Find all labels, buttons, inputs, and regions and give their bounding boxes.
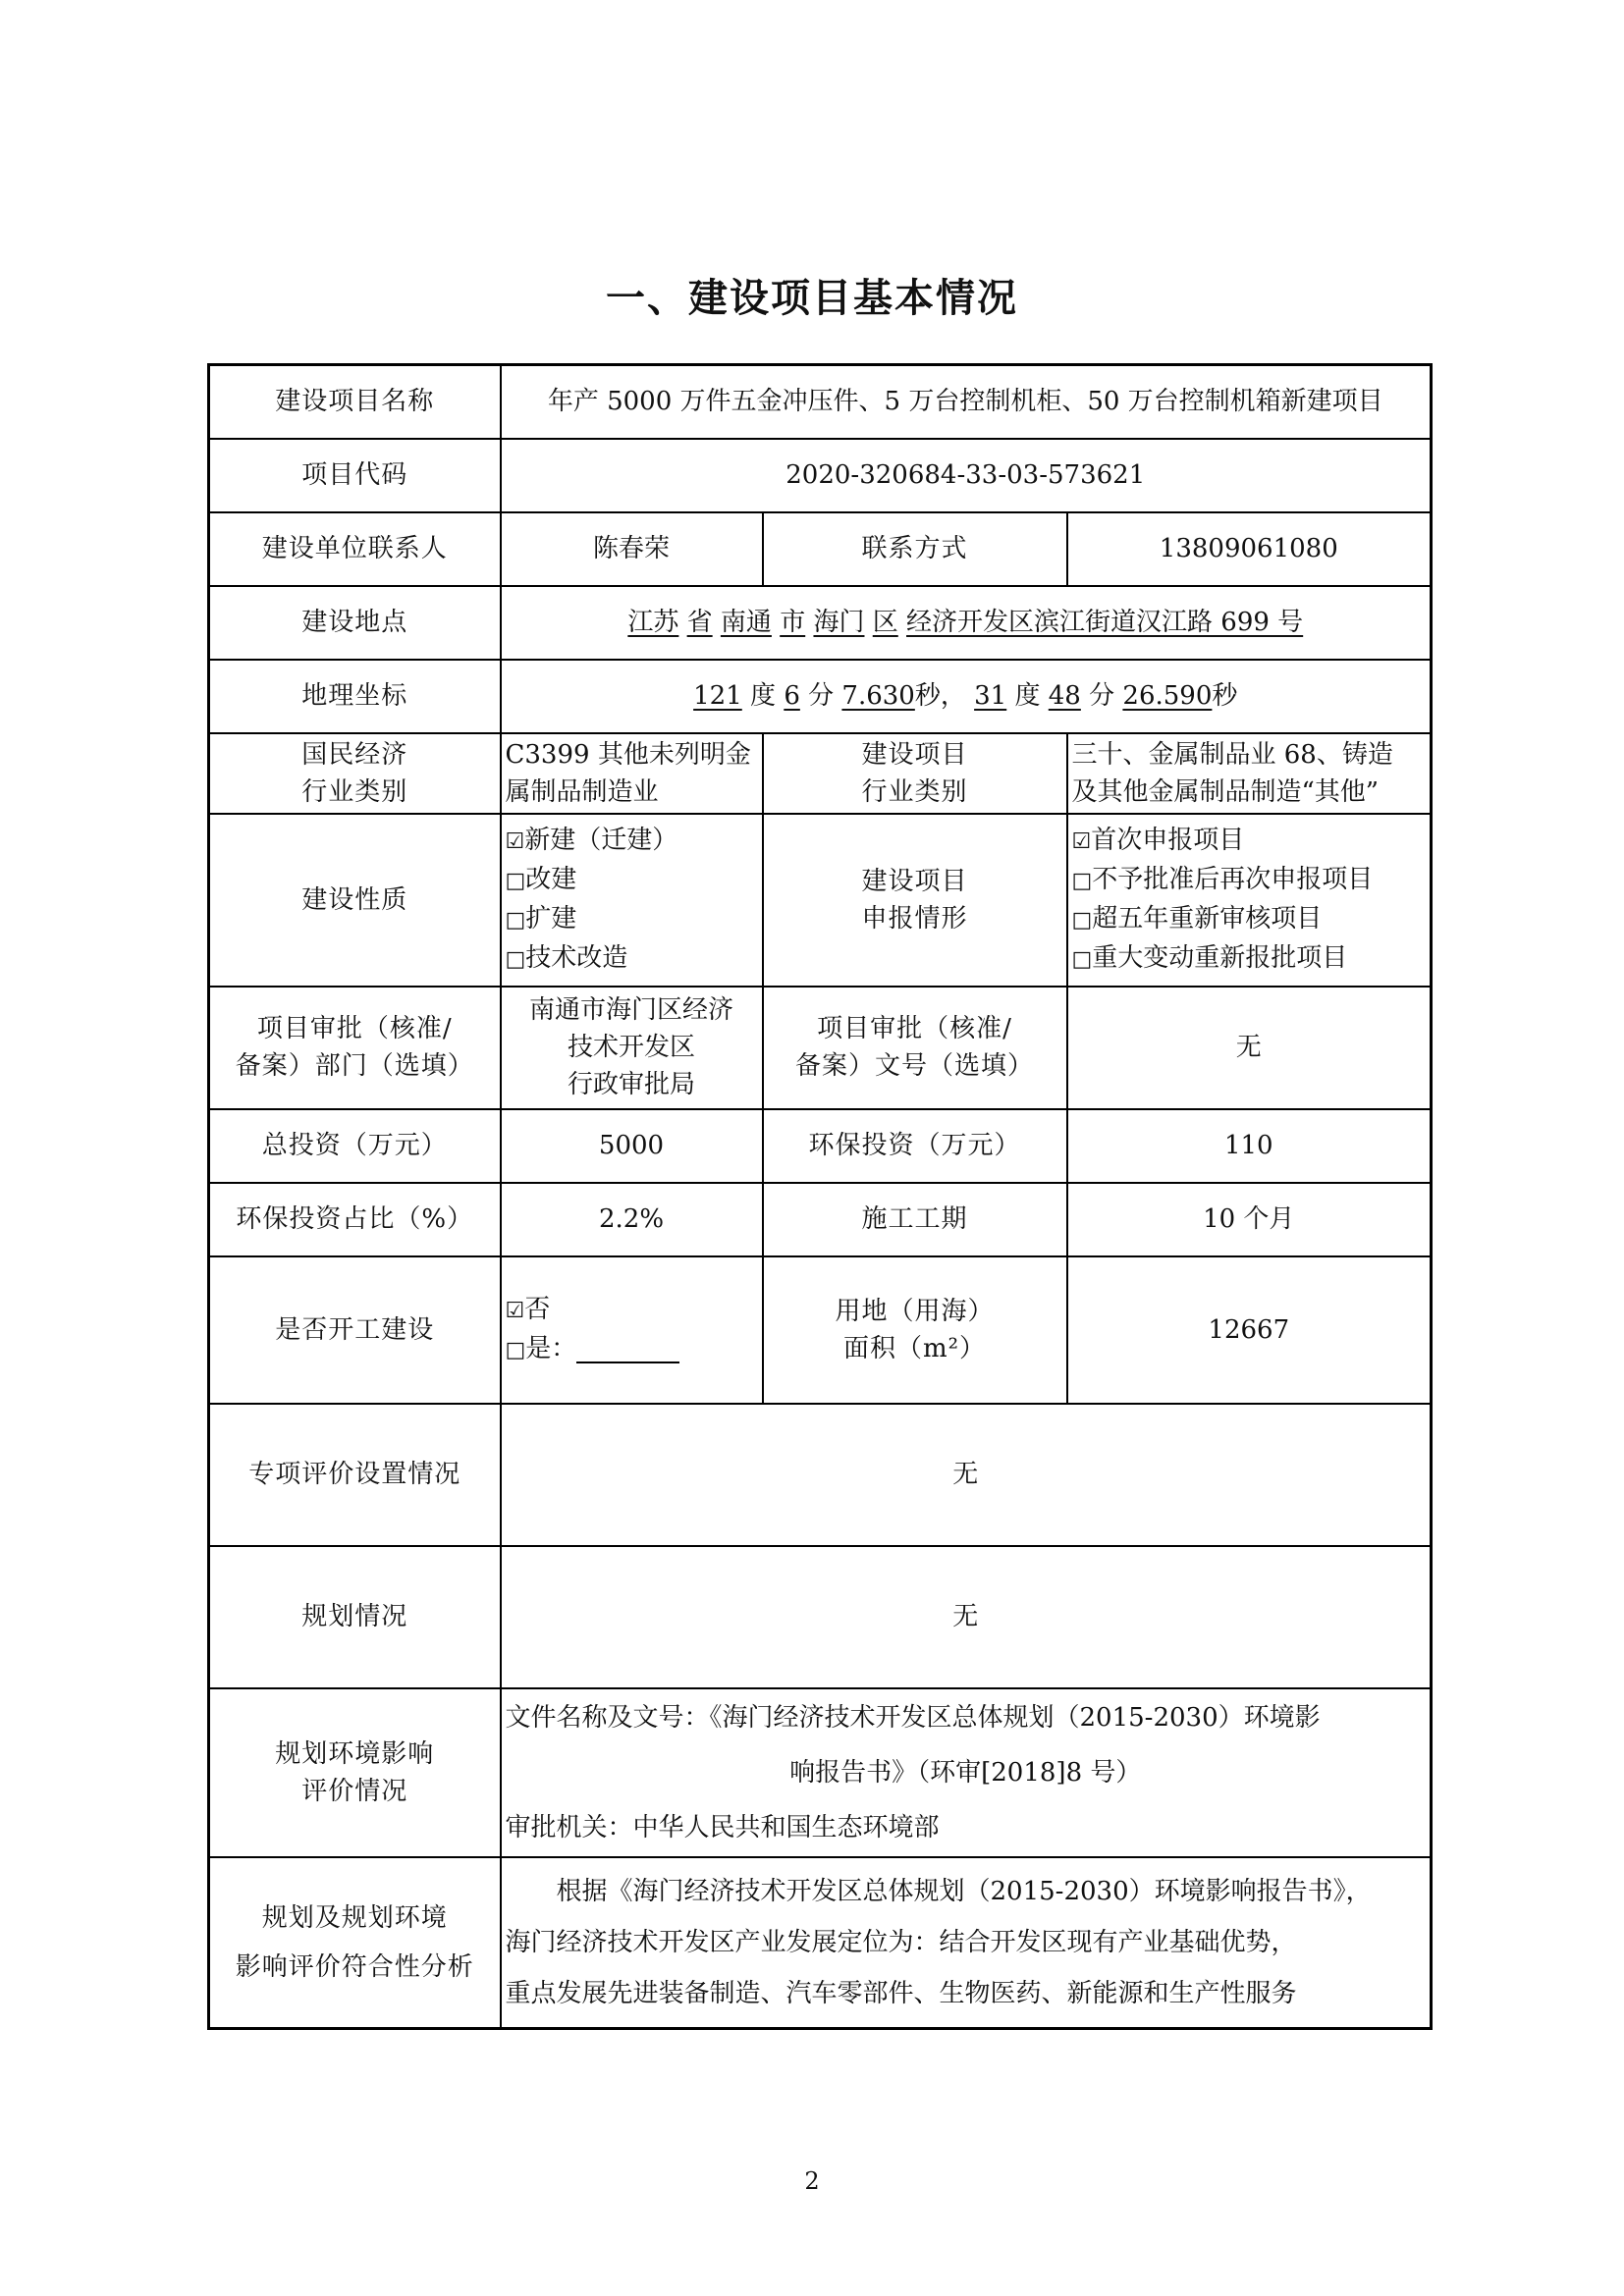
checkbox-icon: □ (505, 907, 526, 933)
value-env-ratio: 2.2% (501, 1183, 763, 1256)
row-investment (209, 1109, 1432, 1183)
label-line: 规划及规划环境 (261, 1902, 448, 1933)
option-text: 不予批准后再次申报项目 (1092, 864, 1374, 894)
application-option[interactable] (1072, 939, 1427, 979)
blank-line (576, 1336, 679, 1363)
label-approval-dept (209, 987, 501, 1109)
label-special-evaluation: 专项评价设置情况 (209, 1404, 501, 1546)
option-text: 新建（迁建） (524, 825, 678, 855)
value-compliance (501, 1857, 1432, 2029)
application-option[interactable] (1072, 900, 1427, 939)
started-options (501, 1256, 763, 1404)
label-line: 评价情况 (301, 1776, 408, 1806)
label-line: 规划环境影响 (275, 1738, 435, 1769)
lon-sec: 7.630 (841, 681, 915, 711)
text-line: 文件名称及文号：《海门经济技术开发区总体规划（2015-2030）环境影 (505, 1702, 1321, 1733)
row-started (209, 1256, 1432, 1404)
text-line: 审批机关：中华人民共和国生态环境部 (505, 1812, 940, 1842)
nature-options (501, 814, 763, 987)
value-line: 南通市海门区经济 (528, 995, 733, 1025)
lat-min: 48 (1048, 681, 1081, 711)
label-planning: 规划情况 (209, 1546, 501, 1688)
row-plan-env-impact (209, 1688, 1432, 1857)
checkbox-icon: □ (1071, 946, 1093, 972)
label-national-industry (209, 733, 501, 814)
label-contact-method: 联系方式 (763, 512, 1067, 586)
project-info-table (207, 363, 1433, 2030)
lat-min-unit: 分 (1089, 681, 1115, 711)
label-line: 影响评价符合性分析 (235, 1951, 474, 1982)
lon-deg-unit: 度 (750, 681, 777, 711)
label-construction-period: 施工工期 (763, 1183, 1067, 1256)
label-project-industry (763, 733, 1067, 814)
label-total-investment: 总投资（万元） (209, 1109, 501, 1183)
label-line: 用地（用海） (835, 1296, 995, 1326)
checkbox-icon: □ (505, 1337, 526, 1362)
value-project-industry (1067, 733, 1432, 814)
row-compliance (209, 1857, 1432, 2029)
label-project-code: 项目代码 (209, 439, 501, 512)
label-line: 建设项目 (861, 866, 968, 896)
text-line: 重点发展先进装备制造、汽车零部件、生物医药、新能源和生产性服务 (505, 1978, 1297, 2008)
option-text: 扩建 (525, 903, 577, 934)
label-project-name: 建设项目名称 (209, 365, 501, 439)
value-planning: 无 (501, 1546, 1432, 1688)
label-line: 面积（m²） (842, 1333, 987, 1363)
page-number: 2 (804, 2167, 820, 2195)
label-env-ratio: 环保投资占比（%） (209, 1183, 501, 1256)
nature-option[interactable] (506, 939, 758, 979)
page-title: 一、建设项目基本情况 (606, 276, 1018, 321)
checkbox-icon: □ (1071, 907, 1093, 933)
location-province: 江苏 (627, 608, 679, 637)
lat-deg: 31 (974, 681, 1007, 711)
checkbox-icon: □ (505, 868, 526, 893)
lon-deg: 121 (693, 681, 742, 711)
row-planning (209, 1546, 1432, 1688)
label-line: 建设项目 (861, 739, 968, 770)
label-application-situation (763, 814, 1067, 987)
option-text: 技术改造 (525, 942, 628, 973)
label-land-area (763, 1256, 1067, 1404)
label-line: 项目审批（核准/ (256, 1014, 453, 1043)
location-sheng: 省 (686, 608, 713, 637)
row-ratio (209, 1183, 1432, 1256)
value-line: 三十、金属制品业 68、铸造 (1071, 739, 1393, 770)
label-coordinates: 地理坐标 (209, 660, 501, 733)
text-line: 海门经济技术开发区产业发展定位为：结合开发区现有产业基础优势， (505, 1927, 1297, 1957)
value-project-name: 年产 5000 万件五金冲压件、5 万台控制机柜、50 万台控制机箱新建项目 (501, 365, 1432, 439)
label-location: 建设地点 (209, 586, 501, 660)
option-text: 首次申报项目 (1091, 825, 1245, 855)
value-line: C3399 其他未列明金 (505, 739, 751, 770)
label-line: 国民经济 (301, 739, 408, 770)
value-construction-period: 10 个月 (1067, 1183, 1432, 1256)
value-line: 技术开发区 (567, 1033, 695, 1062)
option-text: 是： (525, 1333, 577, 1363)
location-city: 南通 (720, 608, 772, 637)
label-line: 行业类别 (301, 776, 408, 807)
location-shi: 市 (780, 608, 806, 637)
value-approval-dept (501, 987, 763, 1109)
value-project-code: 2020-320684-33-03-573621 (501, 439, 1432, 512)
lat-sec: 26.590 (1122, 681, 1213, 711)
value-env-investment: 110 (1067, 1109, 1432, 1183)
label-line: 项目审批（核准/ (817, 1014, 1012, 1043)
checkbox-icon: ☑ (505, 1298, 525, 1323)
lon-sec-unit: 秒， (914, 681, 966, 711)
lon-min: 6 (784, 681, 800, 711)
checkbox-icon: ☑ (1071, 828, 1092, 854)
label-env-investment: 环保投资（万元） (763, 1109, 1067, 1183)
label-line: 行业类别 (861, 776, 968, 807)
value-line: 属制品制造业 (505, 776, 659, 807)
row-construction-nature (209, 814, 1432, 987)
row-industry (209, 733, 1432, 814)
label-plan-env-impact (209, 1688, 501, 1857)
location-qu: 区 (872, 608, 898, 637)
text-line: 响报告书》（环审[2018]8 号） (789, 1757, 1142, 1788)
started-option-yes[interactable] (506, 1330, 758, 1369)
option-text: 重大变动重新报批项目 (1092, 942, 1348, 973)
value-plan-env-impact (501, 1688, 1432, 1857)
value-total-investment: 5000 (501, 1109, 763, 1183)
lon-min-unit: 分 (808, 681, 835, 711)
checkbox-icon: □ (505, 946, 526, 972)
checkbox-icon: ☑ (505, 828, 525, 854)
row-coordinates (209, 660, 1432, 733)
value-national-industry (501, 733, 763, 814)
text-line: 根据《海门经济技术开发区总体规划（2015-2030）环境影响报告书》， (556, 1876, 1372, 1906)
started-option-no[interactable] (506, 1291, 758, 1330)
application-option[interactable] (1072, 861, 1427, 900)
label-line: 申报情形 (861, 903, 968, 934)
label-line: 备案）文号（选填） (794, 1051, 1034, 1081)
application-option[interactable] (1072, 822, 1427, 861)
location-address: 经济开发区滨江街道汉江路 699 号 (906, 608, 1304, 637)
label-started: 是否开工建设 (209, 1256, 501, 1404)
label-construction-nature: 建设性质 (209, 814, 501, 987)
row-location (209, 586, 1432, 660)
nature-option[interactable] (506, 822, 758, 861)
label-contact-person: 建设单位联系人 (209, 512, 501, 586)
value-contact-phone: 13809061080 (1067, 512, 1432, 586)
label-line: 备案）部门（选填） (235, 1051, 474, 1081)
value-approval-number: 无 (1067, 987, 1432, 1109)
row-approval (209, 987, 1432, 1109)
location-district: 海门 (813, 608, 865, 637)
value-land-area: 12667 (1067, 1256, 1432, 1404)
label-approval-number (763, 987, 1067, 1109)
value-location (501, 586, 1432, 660)
application-options (1067, 814, 1432, 987)
option-text: 超五年重新审核项目 (1092, 903, 1323, 934)
option-text: 改建 (525, 864, 577, 894)
row-project-code (209, 439, 1432, 512)
value-special-evaluation: 无 (501, 1404, 1432, 1546)
nature-option[interactable] (506, 861, 758, 900)
row-special-evaluation (209, 1404, 1432, 1546)
nature-option[interactable] (506, 900, 758, 939)
label-compliance (209, 1857, 501, 2029)
option-text: 否 (524, 1294, 551, 1324)
value-line: 及其他金属制品制造“其他” (1071, 776, 1380, 807)
checkbox-icon: □ (1071, 868, 1093, 893)
lat-deg-unit: 度 (1014, 681, 1041, 711)
value-contact-person: 陈春荣 (501, 512, 763, 586)
value-coordinates (501, 660, 1432, 733)
row-project-name (209, 365, 1432, 439)
row-contact (209, 512, 1432, 586)
lat-sec-unit: 秒 (1212, 681, 1238, 711)
value-line: 行政审批局 (567, 1070, 695, 1099)
